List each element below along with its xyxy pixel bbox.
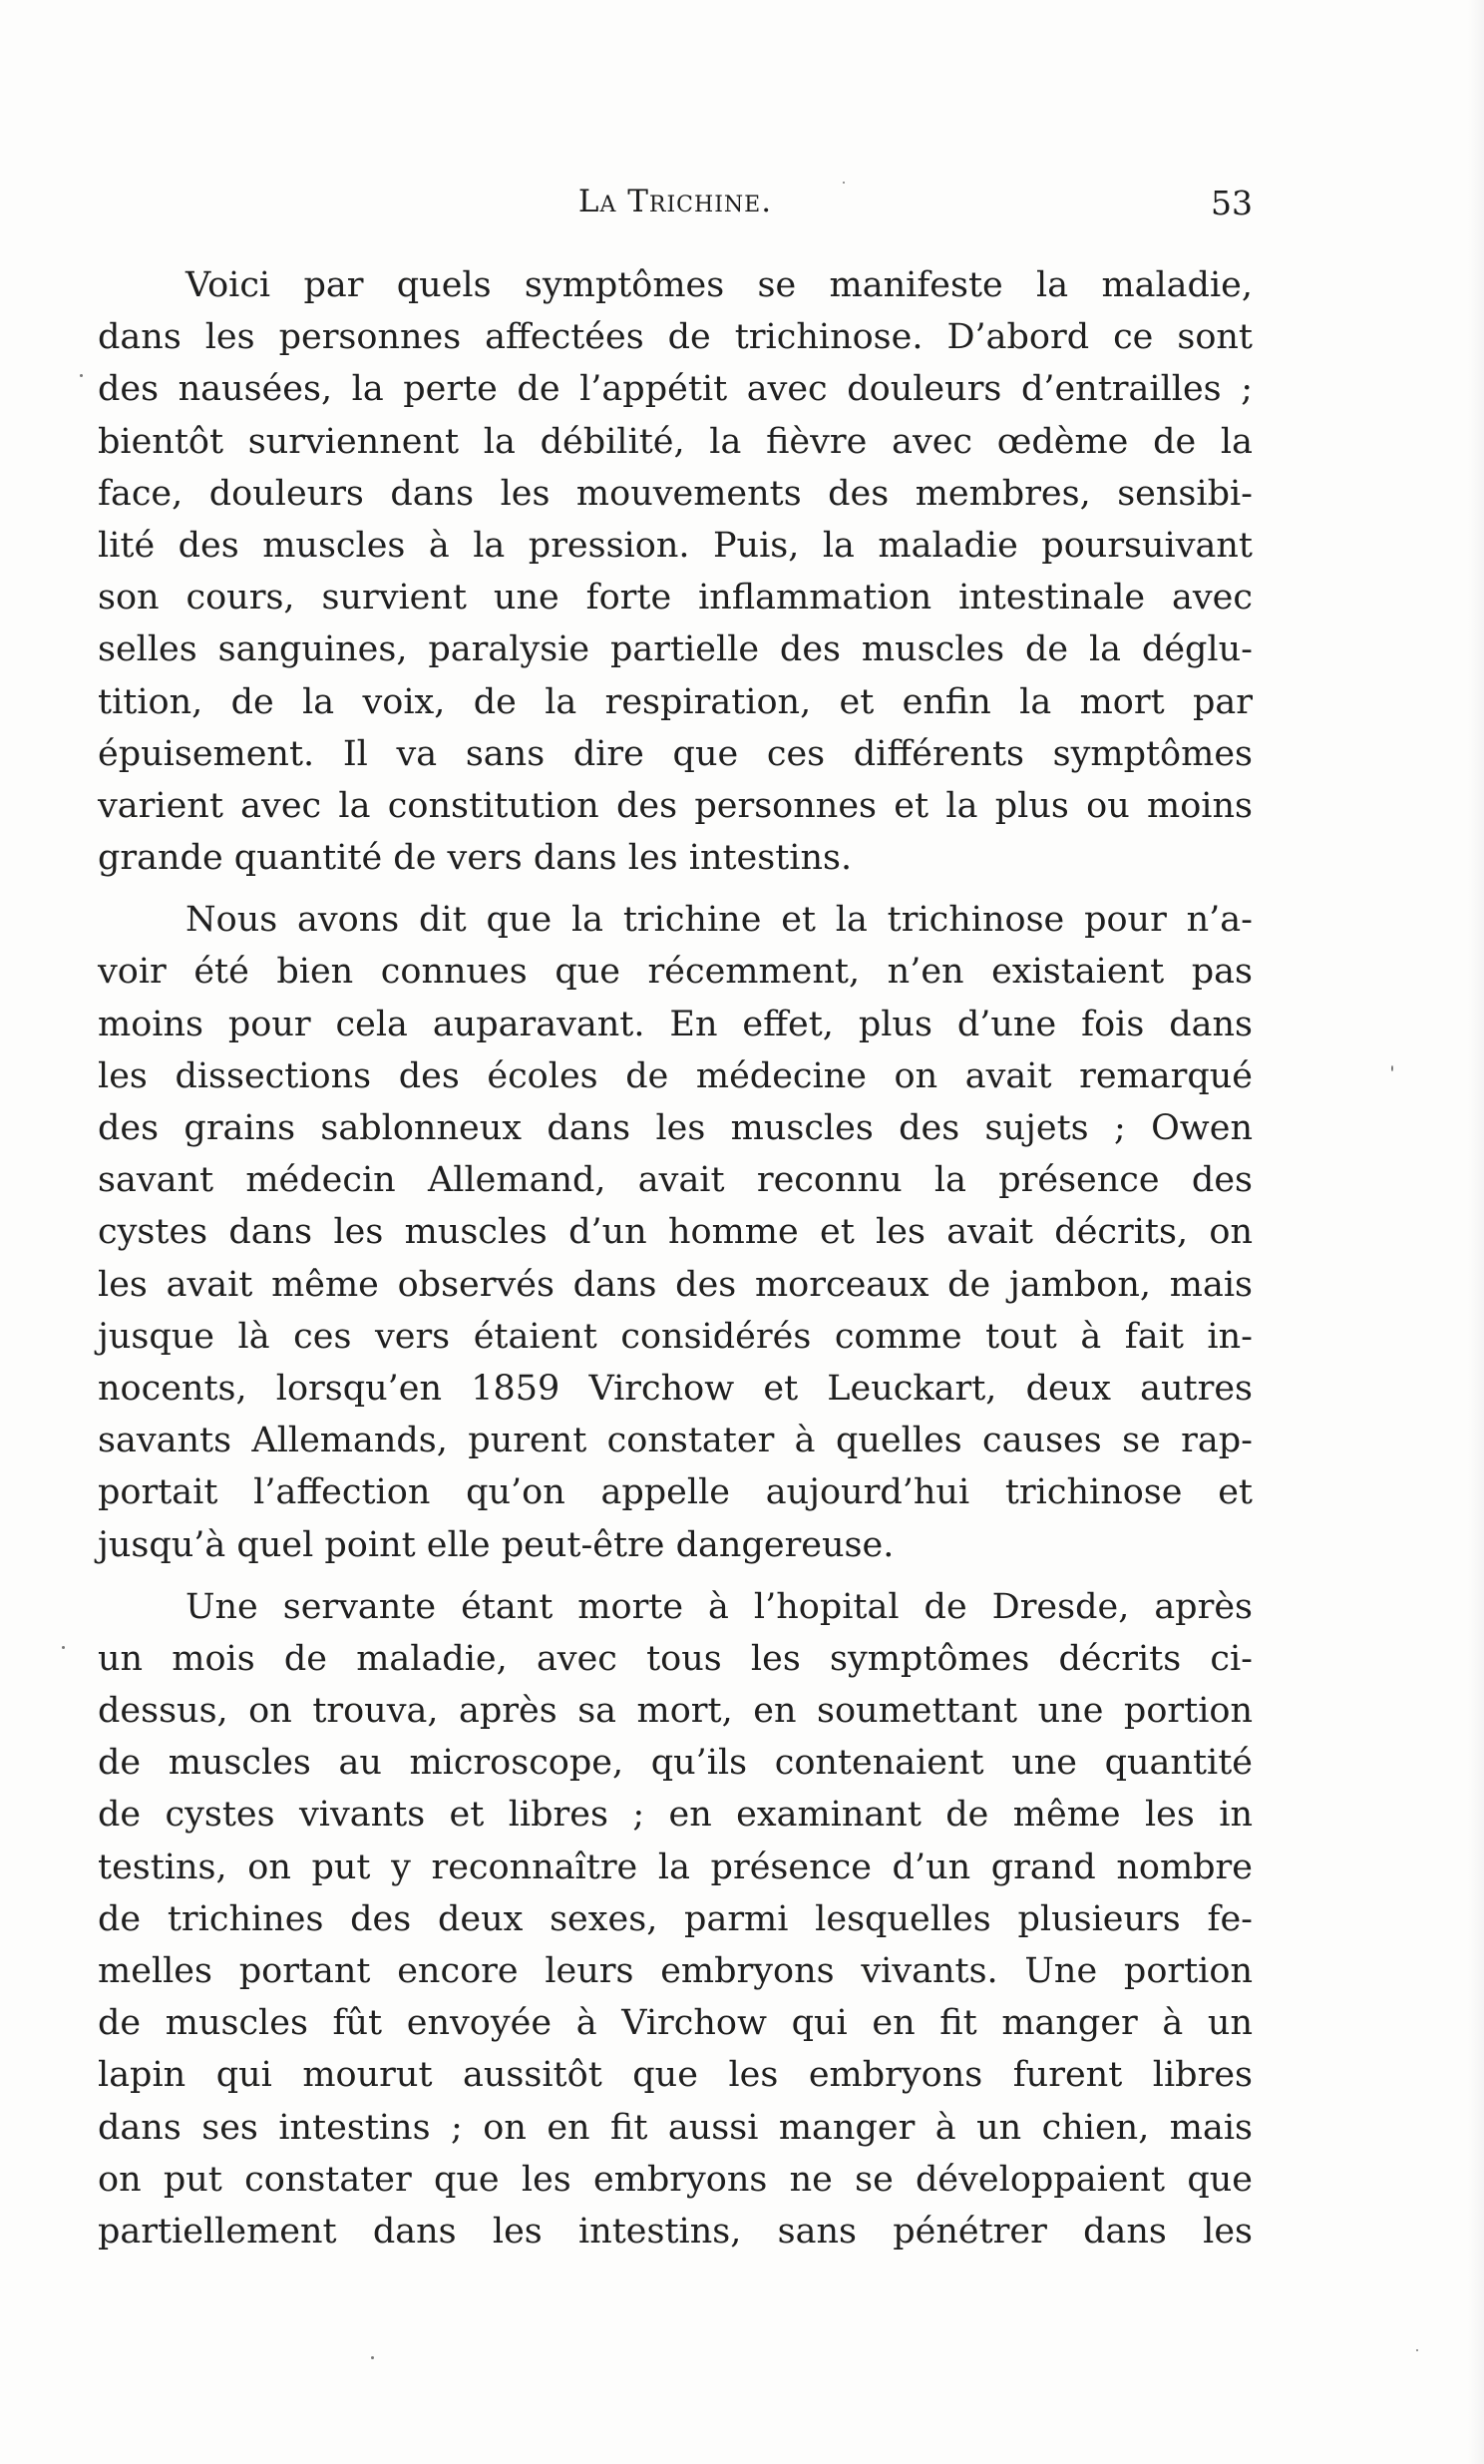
scan-speck <box>80 374 83 377</box>
text-line: testins, on put y reconnaître la présence d’un grand nombre <box>98 1847 1253 1887</box>
text-line: face, douleurs dans les mouvements des membres, sensibi- <box>98 473 1253 514</box>
text-line: jusqu’à quel point elle peut-être dangereuse. <box>98 1524 895 1565</box>
text-line: de muscles fût envoyée à Virchow qui en fit manger à un <box>98 2003 1253 2044</box>
text-line: bientôt surviennent la débilité, la fièvre avec œdème de la <box>98 421 1253 462</box>
text-line: de muscles au microscope, qu’ils contenaient une quantité <box>98 1743 1253 1784</box>
text-line: varient avec la constitution des personnes et la plus ou moins <box>98 785 1253 826</box>
text-line: les dissections des écoles de médecine on avait remarqué <box>98 1055 1253 1096</box>
text-line: on put constater que les embryons ne se développaient que <box>98 2159 1253 2200</box>
body-text <box>98 259 1253 2267</box>
text-line: selles sanguines, paralysie partielle des muscles de la déglu- <box>98 629 1253 670</box>
page-number: 53 <box>1211 184 1253 222</box>
text-line: savants Allemands, purent constater à quelles causes se rap- <box>98 1421 1253 1461</box>
scan-speck <box>371 2356 374 2359</box>
scan-speck <box>1391 1065 1393 1071</box>
text-line: les avait même observés dans des morceaux de jambon, mais <box>98 1264 1253 1305</box>
running-title: La Trichine. <box>577 184 773 219</box>
text-line: son cours, survient une forte inflammation intestinale avec <box>98 578 1253 618</box>
text-line: grande quantité de vers dans les intestins. <box>98 838 853 879</box>
text-line: lapin qui mourut aussitôt que les embryons furent libres <box>98 2055 1253 2096</box>
text-line: dessus, on trouva, après sa mort, en soumettant une portion <box>98 1691 1253 1732</box>
text-line: un mois de maladie, avec tous les symptômes décrits ci- <box>98 1638 1253 1679</box>
paragraph <box>98 894 1253 1570</box>
text-line: dans ses intestins ; on en fit aussi manger à un chien, mais <box>98 2107 1253 2148</box>
text-line: cystes dans les muscles d’un homme et les avait décrits, on <box>98 1212 1253 1253</box>
text-line: de trichines des deux sexes, parmi lesquelles plusieurs fe- <box>98 1898 1253 1939</box>
scan-speck <box>1416 2349 1418 2351</box>
page-header <box>98 178 1253 233</box>
text-line: moins pour cela auparavant. En effet, plus d’une fois dans <box>98 1004 1253 1044</box>
text-line: tition, de la voix, de la respiration, et enfin la mort par <box>98 681 1253 722</box>
text-line: de cystes vivants et libres ; en examinant de même les in <box>98 1795 1253 1836</box>
text-line: savant médecin Allemand, avait reconnu la présence des <box>98 1160 1253 1201</box>
text-line: épuisement. Il va sans dire que ces différents symptômes <box>98 733 1253 774</box>
scan-speck <box>843 182 845 184</box>
text-line: des nausées, la perte de l’appétit avec douleurs d’entrailles ; <box>98 369 1253 410</box>
paragraph <box>98 259 1253 884</box>
text-line: Une servante étant morte à l’hopital de Dresde, après <box>186 1586 1253 1627</box>
text-line: Voici par quels symptômes se manifeste la maladie, <box>186 265 1253 305</box>
text-line: dans les personnes affectées de trichinose. D’abord ce sont <box>98 317 1253 358</box>
text-line: voir été bien connues que récemment, n’en existaient pas <box>98 952 1253 993</box>
text-line: portait l’affection qu’on appelle aujourd’hui trichinose et <box>98 1472 1253 1513</box>
text-line: Nous avons dit que la trichine et la trichinose pour n’a- <box>186 900 1253 941</box>
scan-speck <box>62 1646 65 1649</box>
text-line: melles portant encore leurs embryons vivants. Une portion <box>98 1951 1253 1991</box>
paragraph <box>98 1581 1253 2258</box>
text-line: nocents, lorsqu’en 1859 Virchow et Leuckart, deux autres <box>98 1368 1253 1409</box>
text-line: partiellement dans les intestins, sans pénétrer dans les <box>98 2211 1253 2252</box>
text-line: des grains sablonneux dans les muscles des sujets ; Owen <box>98 1108 1253 1148</box>
text-line: jusque là ces vers étaient considérés comme tout à fait in- <box>98 1316 1253 1357</box>
page-edge-shadow <box>1468 0 1484 2464</box>
text-line: lité des muscles à la pression. Puis, la maladie poursuivant <box>98 525 1253 566</box>
